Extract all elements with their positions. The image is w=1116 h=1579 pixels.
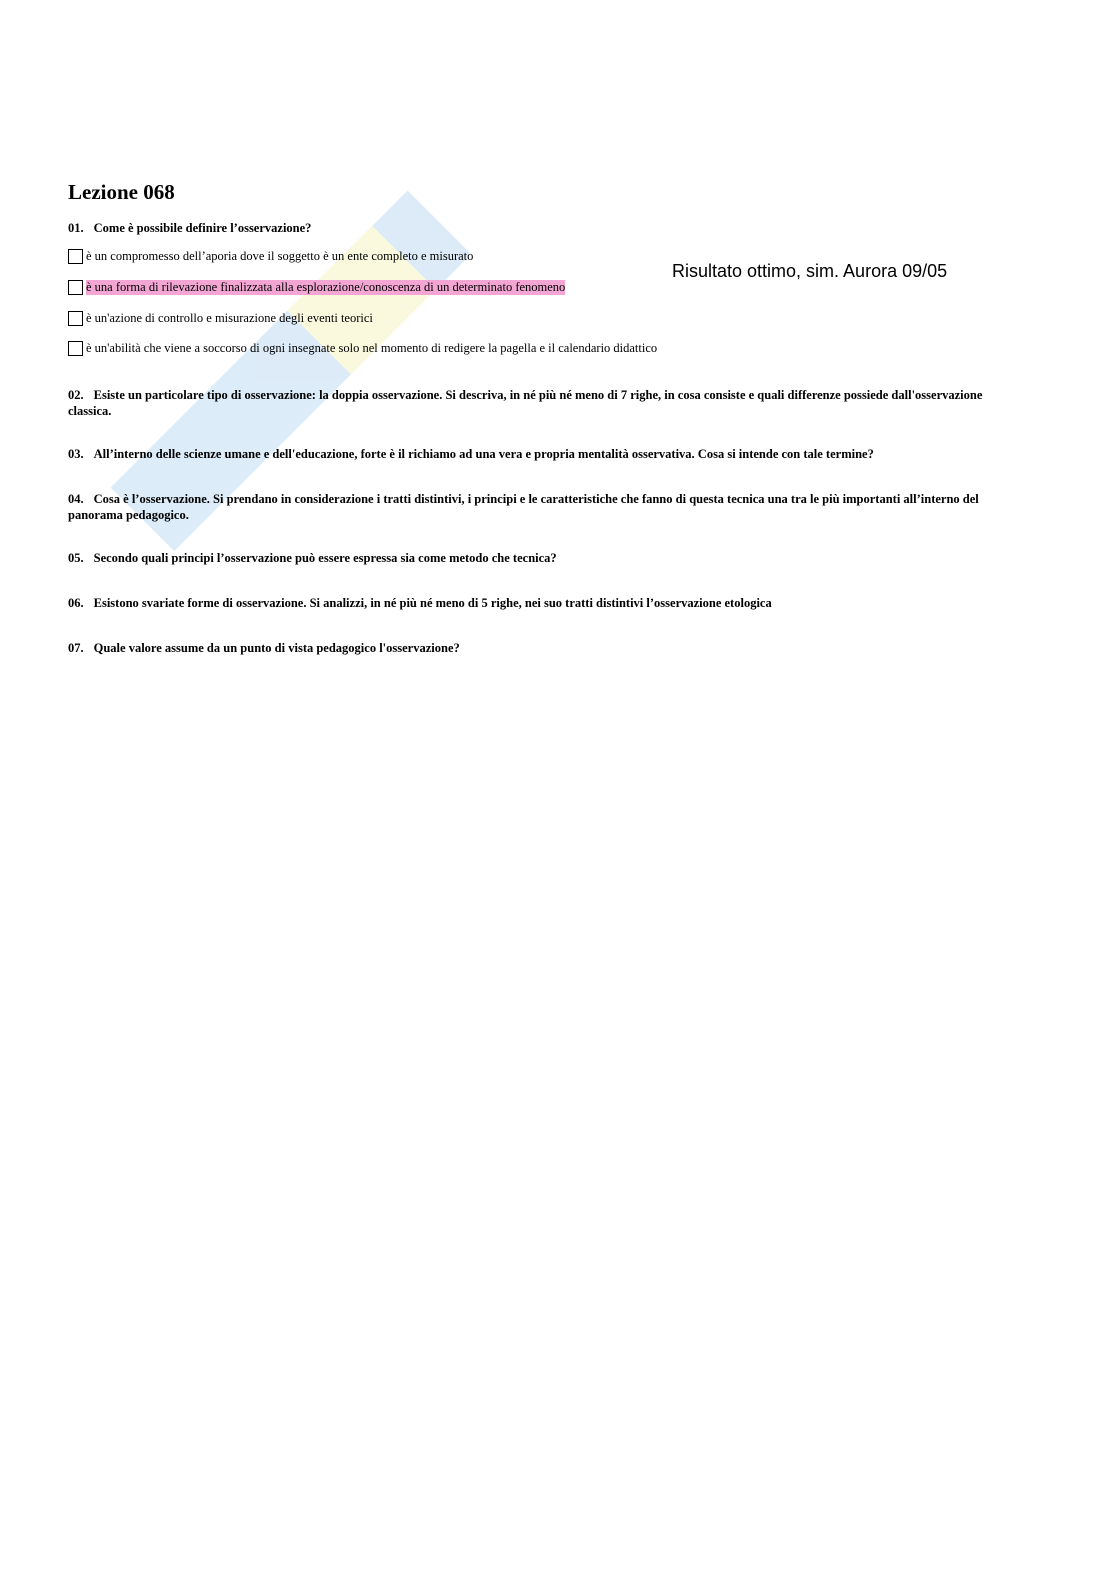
option-4[interactable]: [68, 341, 657, 356]
question-07: 07. Quale valore assume da un punto di vista pedagogico l'osservazione?: [68, 641, 460, 655]
option-1[interactable]: [68, 249, 473, 264]
option-label-highlighted: è una forma di rilevazione finalizzata alla esplorazione/conoscenza di un determinato fenomeno: [86, 280, 566, 294]
result-note: Risultato ottimo, sim. Aurora 09/05: [672, 261, 948, 281]
option-3[interactable]: [68, 311, 373, 326]
checkbox[interactable]: [68, 341, 83, 356]
checkbox[interactable]: [68, 249, 83, 264]
question-04: 04. Cosa è l’osservazione. Si prendano in considerazione i tratti distintivi, i principi e le caratteristiche che fanno di questa tecnica una tra le più importanti all’interno del panorama pedagogico.: [68, 492, 979, 522]
watermark-logo: [96, 176, 513, 593]
option-label: è un'azione di controllo e misurazione degli eventi teorici: [86, 311, 373, 325]
option-label: è un'abilità che viene a soccorso di ogni insegnate solo nel momento di redigere la pagella e il calendario didattico: [86, 341, 658, 355]
question-02: 02. Esiste un particolare tipo di osservazione: la doppia osservazione. Si descriva, in né più né meno di 7 righe, in cosa consiste e quali differenze possiede dall'osservazione classica.: [68, 388, 983, 418]
option-label: è un compromesso dell’aporia dove il soggetto è un ente completo e misurato: [86, 249, 474, 263]
checkbox[interactable]: [68, 311, 83, 326]
question-01: 01. Come è possibile definire l’osservazione?: [68, 221, 312, 235]
question-05: 05. Secondo quali principi l’osservazione può essere espressa sia come metodo che tecnica?: [68, 551, 557, 565]
question-06: 06. Esistono svariate forme di osservazione. Si analizzi, in né più né meno di 5 righe, nei suo tratti distintivi l’osservazione etologica: [68, 596, 772, 610]
page-title: Lezione 068: [68, 180, 175, 204]
checkbox[interactable]: [68, 280, 83, 295]
option-2[interactable]: [68, 280, 565, 295]
question-03: 03. All’interno delle scienze umane e dell'educazione, forte è il richiamo ad una vera e propria mentalità osservativa. Cosa si intende con tale termine?: [68, 447, 874, 461]
